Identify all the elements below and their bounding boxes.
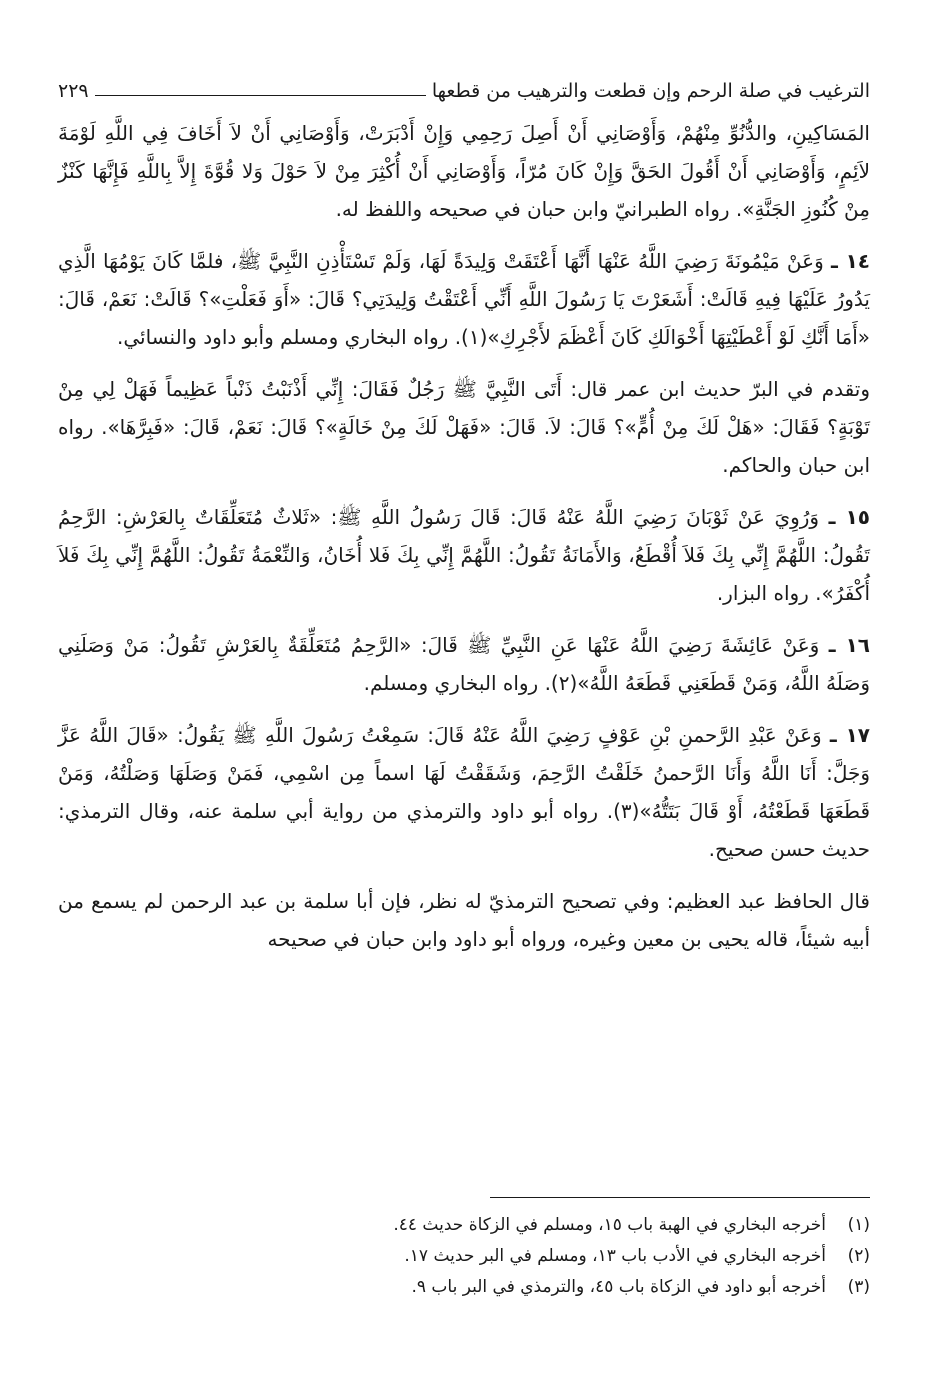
hadith-number: ١٦ ـ <box>828 633 870 657</box>
page-number: ٢٢٩ <box>58 80 89 102</box>
paragraph <box>58 370 870 484</box>
footnote-text: أخرجه البخاري في الهبة باب ١٥، ومسلم في الزكاة حديث ٤٤. <box>393 1215 826 1235</box>
body-text <box>58 114 870 958</box>
running-header <box>58 72 870 102</box>
paragraph <box>58 114 870 228</box>
book-page <box>58 72 870 1362</box>
footnote-number: (١) <box>847 1215 870 1235</box>
hadith-paragraph <box>58 716 870 868</box>
header-rule <box>95 95 426 96</box>
footnotes <box>58 1210 870 1303</box>
hadith-paragraph <box>58 242 870 356</box>
footnote-number: (٢) <box>847 1246 870 1266</box>
paragraph-text: وَعَنْ عَائِشَةَ رَضِيَ اللَّهُ عَنْهَا عَنِ النَّبِيِّ ﷺ قَالَ: «الرَّحِمُ مُتَعَلِّقَةٌ بِالعَرْشِ تَقُولُ: مَنْ وَصَلَنِي وَصَلَهُ اللَّهُ، وَمَنْ قَطَعَنِي قَطَعَهُ اللَّهُ»(٢). رواه البخاري ومسلم. <box>58 633 870 695</box>
hadith-number: ١٧ ـ <box>829 723 870 747</box>
paragraph-text: قال الحافظ عبد العظيم: وفي تصحيح الترمذيّ له نظر، فإن أبا سلمة بن عبد الرحمن لم يسمع من أبيه شيئاً، قاله يحيى بن معين وغيره، ورواه أبو داود وابن حبان في صحيحه <box>58 889 870 951</box>
footnote-separator <box>490 1197 870 1198</box>
paragraph-text: وَعَنْ مَيْمُونَةَ رَضِيَ اللَّهُ عَنْهَا أَنَّهَا أَعْتَقَتْ وَلِيدَةً لَهَا، وَلَمْ تَسْتَأْذِنِ النَّبِيَّ ﷺ، فلمَّا كَانَ يَوْمُهَا الَّذِي يَدُورُ عَلَيْهَا فِيهِ قَالَتْ: أَشَعَرْتَ يَا رَسُولَ اللَّهِ أَنِّي أَعْتَقْتُ وَلِيدَتِي؟ قَالَ: «أَوَ فَعَلْتِ»؟ قَالَتْ: نَعَمْ، قَالَ: «أَمَا أَنَّكِ لَوْ أَعْطَيْتِهَا أَخْوَالَكِ كَانَ أَعْظَمَ لأَجْرِكِ»(١). رواه البخاري ومسلم وأبو داود والنسائي. <box>58 249 870 349</box>
footnote-text: أخرجه البخاري في الأدب باب ١٣، ومسلم في البر حديث ١٧. <box>404 1246 826 1266</box>
paragraph <box>58 882 870 958</box>
paragraph-text: وَرُوِيَ عَنْ ثَوْبَانَ رَضِيَ اللَّهُ عَنْهُ قَالَ: قَالَ رَسُولُ اللَّهِ ﷺ: «ثَلاثٌ مُتَعَلِّقَاتٌ بِالعَرْشِ: الرَّحِمُ تَقُولُ: اللَّهُمَّ إِنِّي بِكَ فَلاَ أُقْطَعُ، وَالأَمَانَةُ تَقُولُ: اللَّهُمَّ إِنِّي بِكَ فَلا أُخَانُ، وَالنِّعْمَةُ تَقُولُ: اللَّهُمَّ إِنِّي بِكَ فَلاَ أُكْفَرُ». رواه البزار. <box>58 505 870 605</box>
hadith-number: ١٥ ـ <box>828 505 870 529</box>
hadith-paragraph <box>58 626 870 702</box>
paragraph-text: المَسَاكِينِ، والدُّنُوِّ مِنْهُمْ، وَأَوْصَانِي أَنْ أَصِلَ رَحِمِي وَإِنْ أَدْبَرَتْ، وَأَوْصَانِي أَنْ لاَ أَخَافَ فِي اللَّهِ لَوْمَةَ لاَئِمٍ، وَأَوْصَانِي أَنْ أَقُولَ الحَقَّ وَإِنْ كَانَ مُرّاً، وَأَوْصَانِي أَنْ أُكْثِرَ مِنْ لاَ حَوْلَ وَلا قُوَّةَ إِلاَّ بِاللَّهِ فَإِنَّهَا كَنْزٌ مِنْ كُنُوزِ الجَنَّةِ». رواه الطبرانيّ وابن حبان في صحيحه واللفظ له. <box>58 121 870 221</box>
footnote <box>58 1272 870 1303</box>
footnote <box>58 1210 870 1241</box>
hadith-paragraph <box>58 498 870 612</box>
footnote-text: أخرجه أبو داود في الزكاة باب ٤٥، والترمذي في البر باب ٩. <box>411 1277 826 1297</box>
running-header-title: الترغيب في صلة الرحم وإن قطعت والترهيب من قطعها <box>431 80 870 102</box>
footnote <box>58 1241 870 1272</box>
paragraph-text: وَعَنْ عَبْدِ الرَّحمنِ بْنِ عَوْفٍ رَضِيَ اللَّهُ عَنْهُ قَالَ: سَمِعْتُ رَسُولَ اللَّهِ ﷺ يَقُولُ: «قَالَ اللَّهُ عَزَّ وَجَلَّ: أَنَا اللَّهُ وَأَنَا الرَّحمنُ خَلَقْتُ الرَّحِمَ، وَشَقَقْتُ لَهَا اسماً مِن اسْمِي، فَمَنْ وَصَلَهَا وَصَلْتُهُ، وَمَنْ قَطَعَهَا قَطَعْتُهُ، أَوْ قَالَ بَتَتُّهُ»(٣). رواه أبو داود والترمذي من رواية أبي سلمة عنه، وقال الترمذي: حديث حسن صحيح. <box>58 723 871 861</box>
footnote-number: (٣) <box>847 1277 870 1297</box>
hadith-number: ١٤ ـ <box>830 249 870 273</box>
paragraph-text: وتقدم في البرّ حديث ابن عمر قال: أَتَى النَّبِيَّ ﷺ رَجُلٌ فَقَالَ: إِنِّي أَذْنَبْتُ ذَنْباً عَظِيماً فَهَلْ لِي مِنْ تَوْبَةٍ؟ فَقَالَ: «هَلْ لَكَ مِنْ أُمٍّ»؟ قَالَ: لاَ. قَالَ: «فَهَلْ لَكَ مِنْ خَالَةٍ»؟ قَالَ: نَعَمْ، قَالَ: «فَبِرَّهَا». رواه ابن حبان والحاكم. <box>58 377 870 477</box>
